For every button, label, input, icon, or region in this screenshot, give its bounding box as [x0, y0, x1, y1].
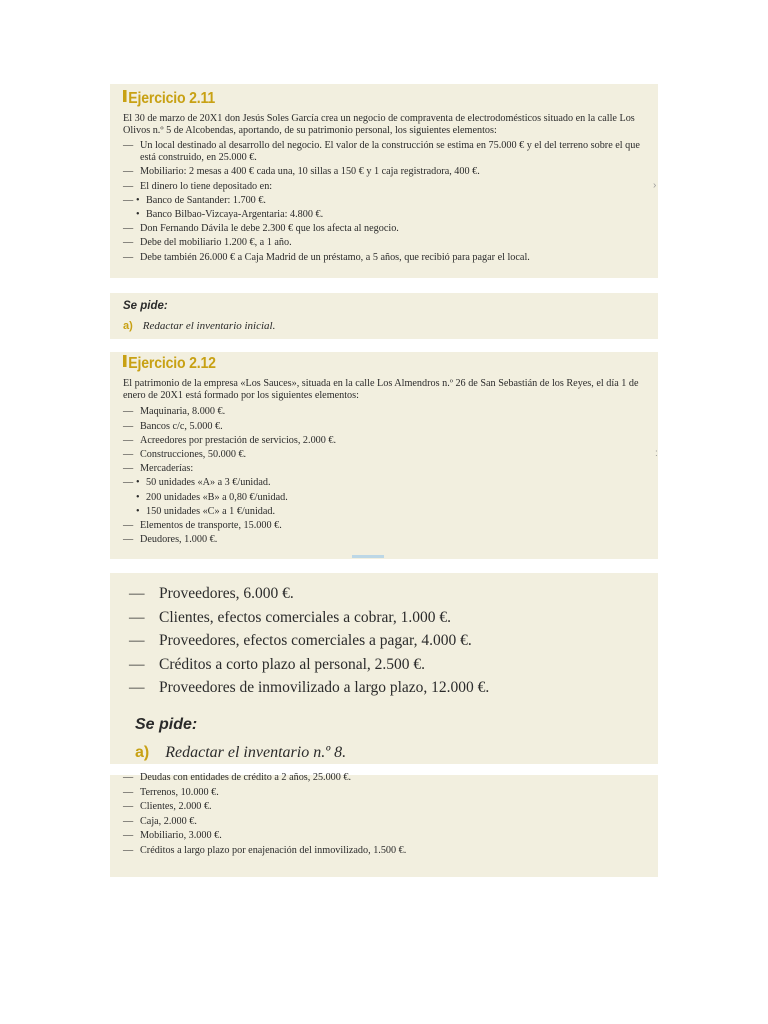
- task-panel-2-11: [110, 293, 658, 339]
- task-line: [135, 743, 658, 763]
- sub-item: • 150 unidades «C» a 1 €/unidad.: [123, 505, 658, 519]
- sub-item: • — Banco de Santander: 1.700 €.: [123, 194, 658, 208]
- task-text: Redactar el inventario n.º 8.: [165, 743, 347, 761]
- page-edge-mark: :: [655, 448, 658, 459]
- sub-item: • — 50 unidades «A» a 3 €/unidad.: [123, 476, 658, 490]
- bank-sublist-container: [123, 194, 658, 222]
- list-item: — El dinero lo tiene depositado en:: [123, 180, 658, 194]
- list-item: — Créditos a largo plazo por enajenación del inmovilizado, 1.500 €.: [123, 844, 658, 859]
- list-item: — Don Fernando Dávila le debe 2.300 € que los afecta al negocio.: [123, 222, 658, 236]
- merchandise-sublist-container: [123, 476, 658, 519]
- list-item: — Debe del mobiliario 1.200 €, a 1 año.: [123, 236, 658, 250]
- page-edge-mark: ›: [653, 180, 657, 191]
- exercise-2-11-panel: [110, 84, 658, 278]
- task-letter: a): [135, 743, 150, 761]
- sub-item: • 200 unidades «B» a 0,80 €/unidad.: [123, 491, 658, 505]
- list-item: — Deudores, 1.000 €.: [123, 533, 658, 547]
- exercise-intro: El 30 de marzo de 20X1 don Jesús Soles García crea un negocio de compraventa de electrodomésticos situado en la calle Los Olivos n.º 5 de Alcobendas, aportando, de su patrimonio personal, los siguientes elementos:: [123, 113, 635, 137]
- list-item: — Créditos a corto plazo al personal, 2.500 €.: [129, 653, 658, 677]
- list-item: — Construcciones, 50.000 €.: [123, 448, 658, 462]
- sub-item: • Banco Bilbao-Vizcaya-Argentaria: 4.800 €.: [123, 208, 658, 222]
- list-item: — Clientes, efectos comerciales a cobrar, 1.000 €.: [129, 606, 658, 630]
- list-item: — Deudas con entidades de crédito a 2 años, 25.000 €.: [123, 771, 658, 786]
- bank-sublist: [123, 194, 658, 222]
- list-item: — Acreedores por prestación de servicios, 2.000 €.: [123, 434, 658, 448]
- exercise-intro: El patrimonio de la empresa «Los Sauces», situada en la calle Los Almendros n.º 26 de San Sebastián de los Reyes, el día 1 de enero de 20X1 está formado por los siguientes elementos:: [123, 378, 639, 402]
- list-item: — Proveedores, 6.000 €.: [129, 582, 658, 606]
- list-item: — Mobiliario, 3.000 €.: [123, 829, 658, 844]
- exercise-2-12-panel: [110, 352, 658, 559]
- highlight-mark: [352, 555, 384, 558]
- element-list-large: [129, 582, 658, 700]
- task-text: Redactar el inventario inicial.: [142, 320, 276, 332]
- list-item: — Proveedores, efectos comerciales a pagar, 4.000 €.: [129, 629, 658, 653]
- se-pide-heading: Se pide:: [135, 715, 198, 733]
- exercise-title: Ejercicio 2.11: [123, 89, 594, 108]
- list-item: — Proveedores de inmovilizado a largo plazo, 12.000 €.: [129, 676, 658, 700]
- exercise-2-12-remaining-panel: [110, 772, 658, 877]
- title-bar-marker: [123, 90, 127, 102]
- element-list: [123, 140, 658, 264]
- exercise-2-12-continuation-panel: [110, 573, 658, 764]
- title-bar-marker: [123, 355, 127, 367]
- list-item: — Mercaderías:: [123, 462, 658, 476]
- list-item: — Clientes, 2.000 €.: [123, 800, 658, 815]
- se-pide-heading: Se pide:: [123, 300, 168, 312]
- task-line: [123, 319, 658, 333]
- task-letter: a): [123, 320, 133, 332]
- element-list: [123, 405, 658, 547]
- list-item: — Debe también 26.000 € a Caja Madrid de un préstamo, a 5 años, que recibió para pagar el local.: [123, 251, 658, 265]
- exercise-title: Ejercicio 2.12: [123, 354, 594, 373]
- list-item: — Mobiliario: 2 mesas a 400 € cada una, 10 sillas a 150 € y 1 caja registradora, 400 €.: [123, 165, 658, 179]
- list-item: — Maquinaria, 8.000 €.: [123, 405, 658, 419]
- merchandise-sublist: [123, 476, 658, 519]
- list-item: — Caja, 2.000 €.: [123, 815, 658, 830]
- element-list: [123, 771, 658, 859]
- list-item: — Un local destinado al desarrollo del negocio. El valor de la construcción se estima en 75.000 € y el del terreno sobre el que está construido, en 25.000 €.: [123, 140, 650, 164]
- list-item: — Terrenos, 10.000 €.: [123, 786, 658, 801]
- list-item: — Elementos de transporte, 15.000 €.: [123, 519, 658, 533]
- list-item: — Bancos c/c, 5.000 €.: [123, 420, 658, 434]
